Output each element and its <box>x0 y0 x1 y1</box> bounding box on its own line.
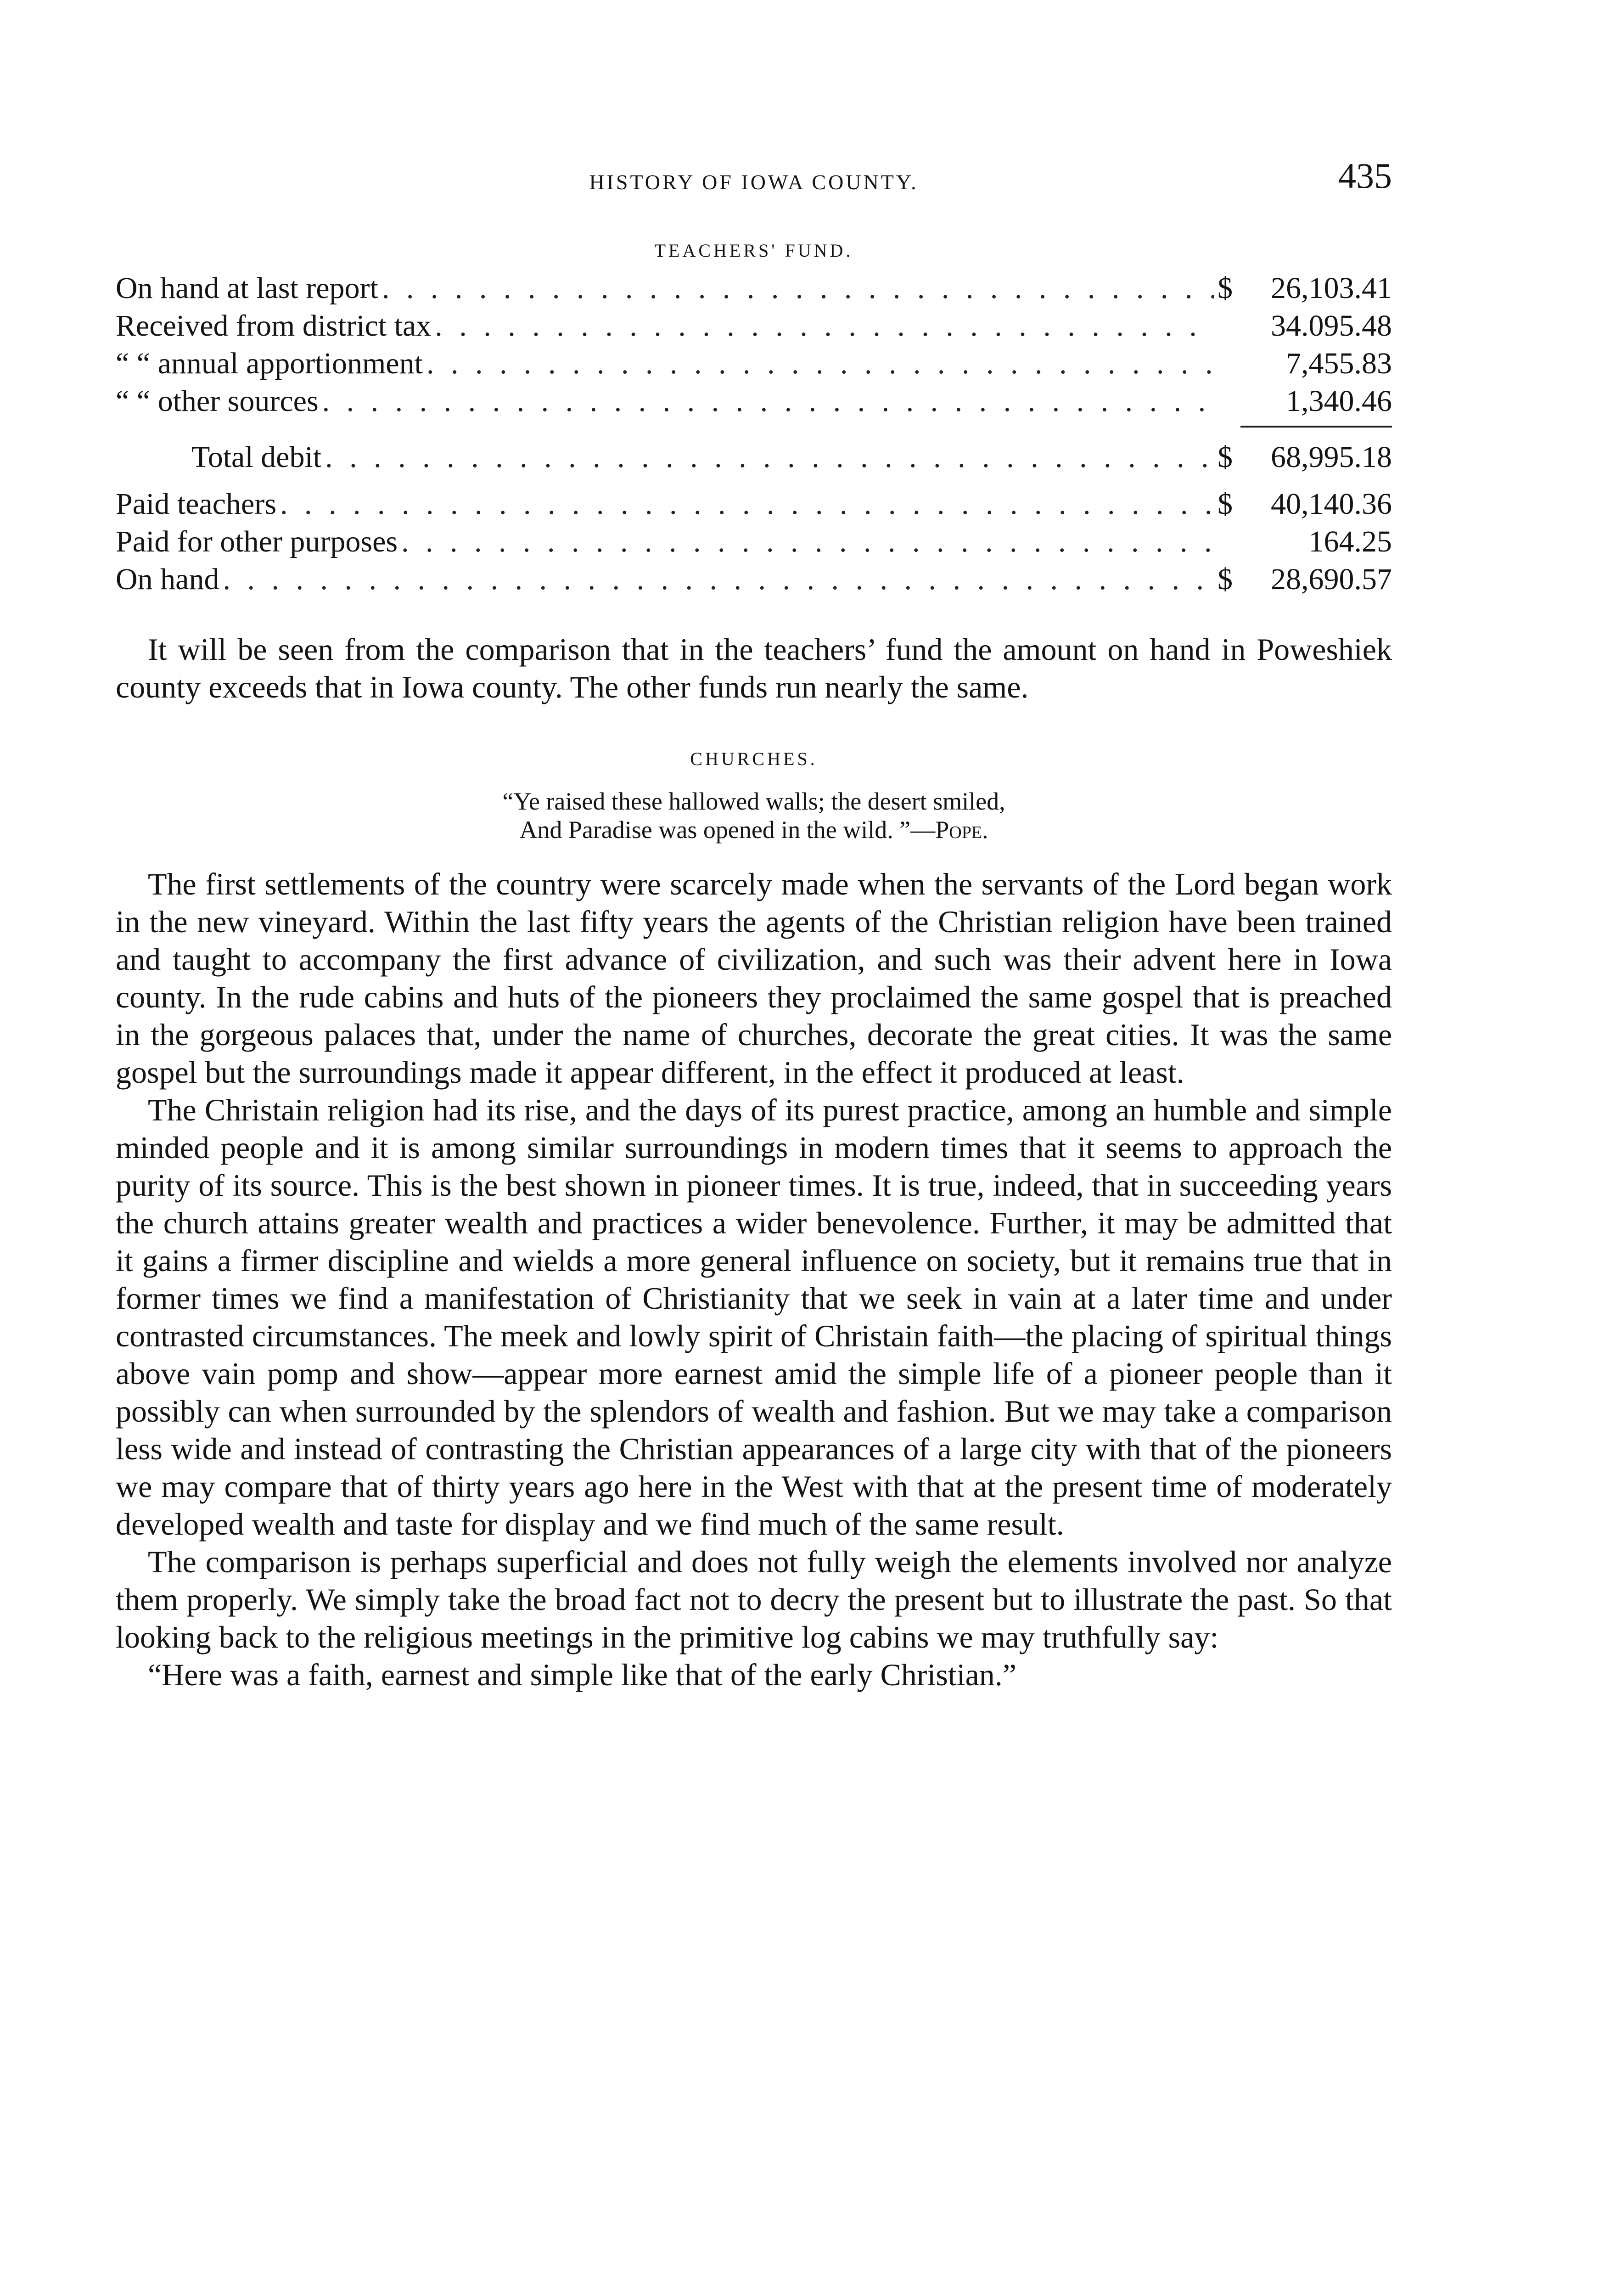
epigraph <box>116 787 1392 844</box>
ledger-label: Received from district tax <box>116 309 432 343</box>
ledger-amount: 164.25 <box>1308 525 1392 558</box>
ledger-label: “ “ annual apportionment <box>116 347 423 380</box>
ledger-label: “ “ other sources <box>116 384 319 418</box>
total-row <box>116 439 1392 476</box>
body-paragraph: The Christain religion had its rise, and the days of its purest practice, among an humble and simple minded people and it is among similar surroundings in modern times that it seems to approach the purity of its source. This is the best shown in pioneer times. It is true, indeed, that in succeeding years the church attains greater wealth and practices a wider benevolence. Further, it may be admitted that it gains a firmer discipline and wields a more general influence on society, but it remains true that in former times we find a manifestation of Christianity that we seek in vain at a later time and under contrasted circumstances. The meek and lowly spirit of Christain faith—the placing of spiritual things above vain pomp and show—appear more earnest amid the simple life of a pioneer people than it possibly can when surrounded by the splendors of wealth and fashion. But we may take a comparison less wide and instead of contrasting the Christian appearances of a large city with that of the pioneers we may compare that of thirty years ago here in the West with that at the present time of moderately developed wealth and taste for display and we find much of the same result. <box>116 1092 1392 1542</box>
body-paragraph: The first settlements of the country were scarcely made when the servants of the Lord began work in the new vineyard. Within the last fifty years the agents of the Christian religion have been trained and taught to accompany the first advance of civilization, and such was their advent here in Iowa county. In the rude cabins and huts of the pioneers they proclaimed the same gospel that is preached in the gorgeous palaces that, under the name of churches, decorate the great cities. It was the same gospel but the surroundings made it appear different, in the effect it produced at least. <box>116 867 1392 1090</box>
dot-leader <box>223 561 1214 598</box>
ledger-amount: 34.095.48 <box>1271 309 1392 343</box>
dot-leader <box>435 307 1214 345</box>
dot-leader <box>325 439 1214 476</box>
total-amount: 68,995.18 <box>1271 440 1392 474</box>
ledger-amount: 7,455.83 <box>1286 347 1392 380</box>
ledger-label: Paid for other purposes <box>116 525 398 558</box>
ledger-amount: 1,340.46 <box>1286 384 1392 418</box>
dollar-sign: $ <box>1218 440 1233 474</box>
ledger-label: On hand at last report <box>116 271 378 305</box>
ledger-row <box>116 561 1392 598</box>
dot-leader <box>280 485 1214 523</box>
ledger-amount: 26,103.41 <box>1271 271 1392 305</box>
epigraph-text: And Paradise was opened in the wild. ”— <box>519 816 936 844</box>
ledger-row <box>116 485 1392 523</box>
ledger-row <box>116 307 1392 345</box>
dollar-sign: $ <box>1218 563 1233 596</box>
ledger-row <box>116 523 1392 561</box>
book-page <box>116 152 1392 1694</box>
ledger-label: Paid teachers <box>116 487 277 521</box>
epigraph-line <box>116 816 1392 844</box>
epigraph-line: “Ye raised these hallowed walls; the desert smiled, <box>502 788 1005 815</box>
dollar-sign: $ <box>1218 271 1233 305</box>
closing-quote: “Here was a faith, earnest and simple like that of the early Christian.” <box>148 1657 1016 1692</box>
running-head-title: HISTORY OF IOWA COUNTY. <box>589 170 919 194</box>
comparison-paragraph: It will be seen from the comparison that in the teachers’ fund the amount on hand in Poweshiek county exceeds that in Iowa county. The other funds run nearly the same. <box>116 632 1392 704</box>
sum-rule-row <box>116 420 1392 439</box>
ledger-label: On hand <box>116 563 219 596</box>
ledger-row <box>116 270 1392 307</box>
dot-leader <box>426 345 1214 383</box>
ledger-amount: 40,140.36 <box>1271 487 1392 521</box>
churches-heading: CHURCHES. <box>690 748 818 769</box>
ledger-row <box>116 383 1392 420</box>
dot-leader <box>382 270 1214 307</box>
ledger-gap <box>116 476 1392 485</box>
page-number: 435 <box>1338 156 1392 196</box>
epigraph-author: Pope. <box>935 816 988 844</box>
sum-rule <box>1240 426 1392 439</box>
dot-leader <box>322 383 1214 420</box>
body-paragraph: The comparison is perhaps superficial and does not fully weigh the elements involved nor analyze them properly. We simply take the broad fact not to decry the present but to illustrate the past. So that looking back to the religious meetings in the primitive log cabins we may truthfully say: <box>116 1544 1392 1654</box>
dot-leader <box>401 523 1214 561</box>
teachers-fund-heading: TEACHERS' FUND. <box>654 240 853 261</box>
running-head <box>116 152 1392 202</box>
dollar-sign: $ <box>1218 487 1233 521</box>
teachers-fund-ledger <box>116 270 1392 598</box>
ledger-row <box>116 345 1392 383</box>
ledger-amount: 28,690.57 <box>1271 563 1392 596</box>
total-label: Total debit <box>191 440 322 474</box>
